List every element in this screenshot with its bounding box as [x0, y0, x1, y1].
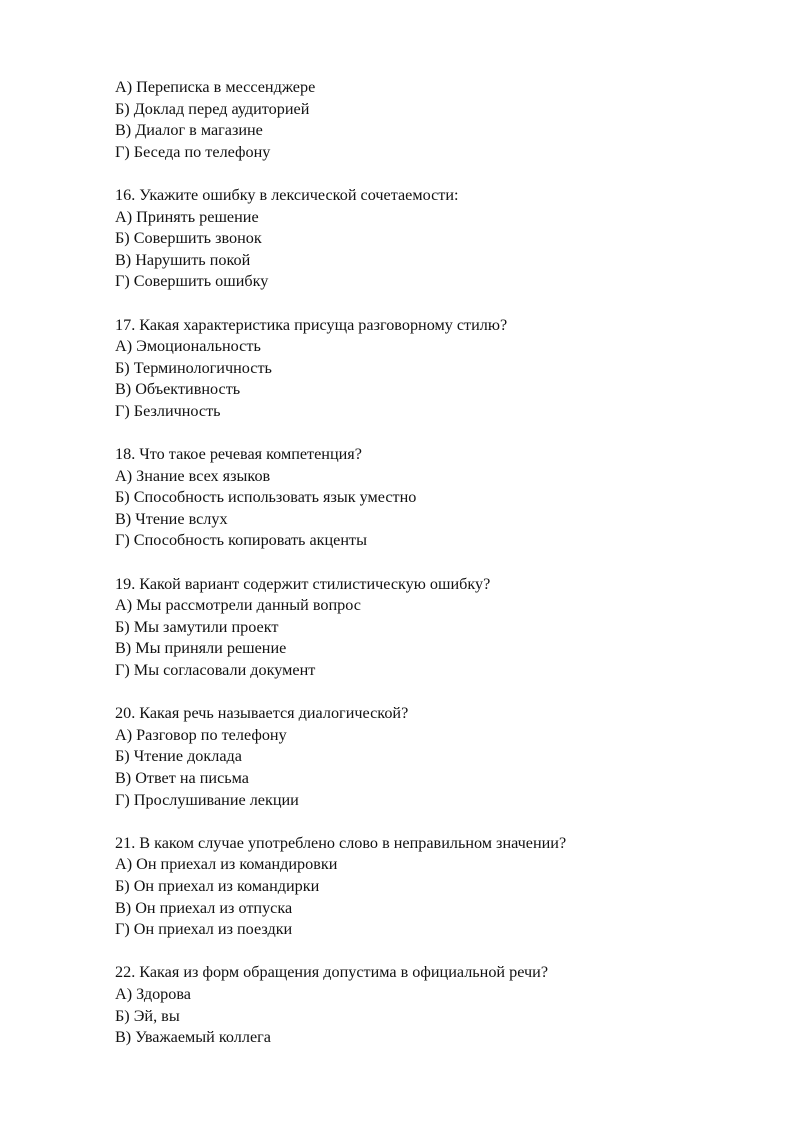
option-g: Г) Способность копировать акценты [115, 531, 367, 550]
question-block-18 [115, 444, 755, 552]
option-a: А) Переписка в мессенджере [115, 78, 316, 96]
question-block-15 [115, 77, 755, 163]
option-a: А) Принять решение [115, 207, 259, 226]
option-a: А) Знание всех языков [115, 466, 271, 485]
question-block-22 [115, 962, 755, 1048]
option-b: Б) Способность использовать язык уместно [115, 488, 417, 507]
option-a: А) Он приехал из командировки [115, 855, 338, 874]
option-v: В) Диалог в магазине [115, 121, 263, 140]
option-v: В) Ответ на письма [115, 769, 249, 787]
question-block-19 [115, 574, 755, 682]
option-v: В) Он приехал из отпуска [115, 898, 293, 917]
option-v: В) Мы приняли решение [115, 639, 287, 658]
question-block-17 [115, 315, 755, 423]
option-v: В) Объективность [115, 380, 241, 399]
option-a: А) Эмоциональность [115, 337, 261, 356]
option-g: Г) Совершить ошибку [115, 272, 269, 291]
option-b: Б) Мы замутили проект [115, 617, 279, 636]
option-v: В) Чтение вслух [115, 509, 228, 528]
option-a: А) Здорова [115, 984, 191, 1003]
question-text: 18. Что такое речевая компетенция? [115, 445, 362, 464]
option-b: Б) Он приехал из командирки [115, 876, 320, 895]
option-v: В) Нарушить покой [115, 250, 251, 269]
question-block-16 [115, 185, 755, 293]
option-g: Г) Безличность [115, 401, 221, 420]
option-g: Г) Прослушивание лекции [115, 790, 299, 809]
document-body [115, 77, 755, 1070]
option-v: В) Уважаемый коллега [115, 1028, 271, 1047]
question-text: 22. Какая из форм обращения допустима в официальной речи? [115, 963, 548, 982]
question-text: 16. Укажите ошибку в лексической сочетаемости: [115, 185, 459, 204]
option-b: Б) Чтение доклада [115, 747, 242, 766]
option-b: Б) Совершить звонок [115, 229, 262, 248]
option-a: А) Мы рассмотрели данный вопрос [115, 596, 361, 615]
option-b: Б) Эй, вы [115, 1006, 180, 1025]
option-g: Г) Мы согласовали документ [115, 661, 316, 680]
question-text: 21. В каком случае употреблено слово в неправильном значении? [115, 833, 567, 852]
option-g: Г) Он приехал из поездки [115, 920, 293, 939]
option-g: Г) Беседа по телефону [115, 142, 271, 161]
option-a: А) Разговор по телефону [115, 725, 287, 744]
question-text: 17. Какая характеристика присуща разговорному стилю? [115, 315, 508, 334]
option-b: Б) Доклад перед аудиторией [115, 99, 310, 118]
option-b: Б) Терминологичность [115, 358, 272, 377]
question-block-21 [115, 833, 755, 941]
question-text: 19. Какой вариант содержит стилистическую ошибку? [115, 574, 491, 593]
question-text: 20. Какая речь называется диалогической? [115, 704, 409, 723]
question-block-20 [115, 703, 755, 811]
